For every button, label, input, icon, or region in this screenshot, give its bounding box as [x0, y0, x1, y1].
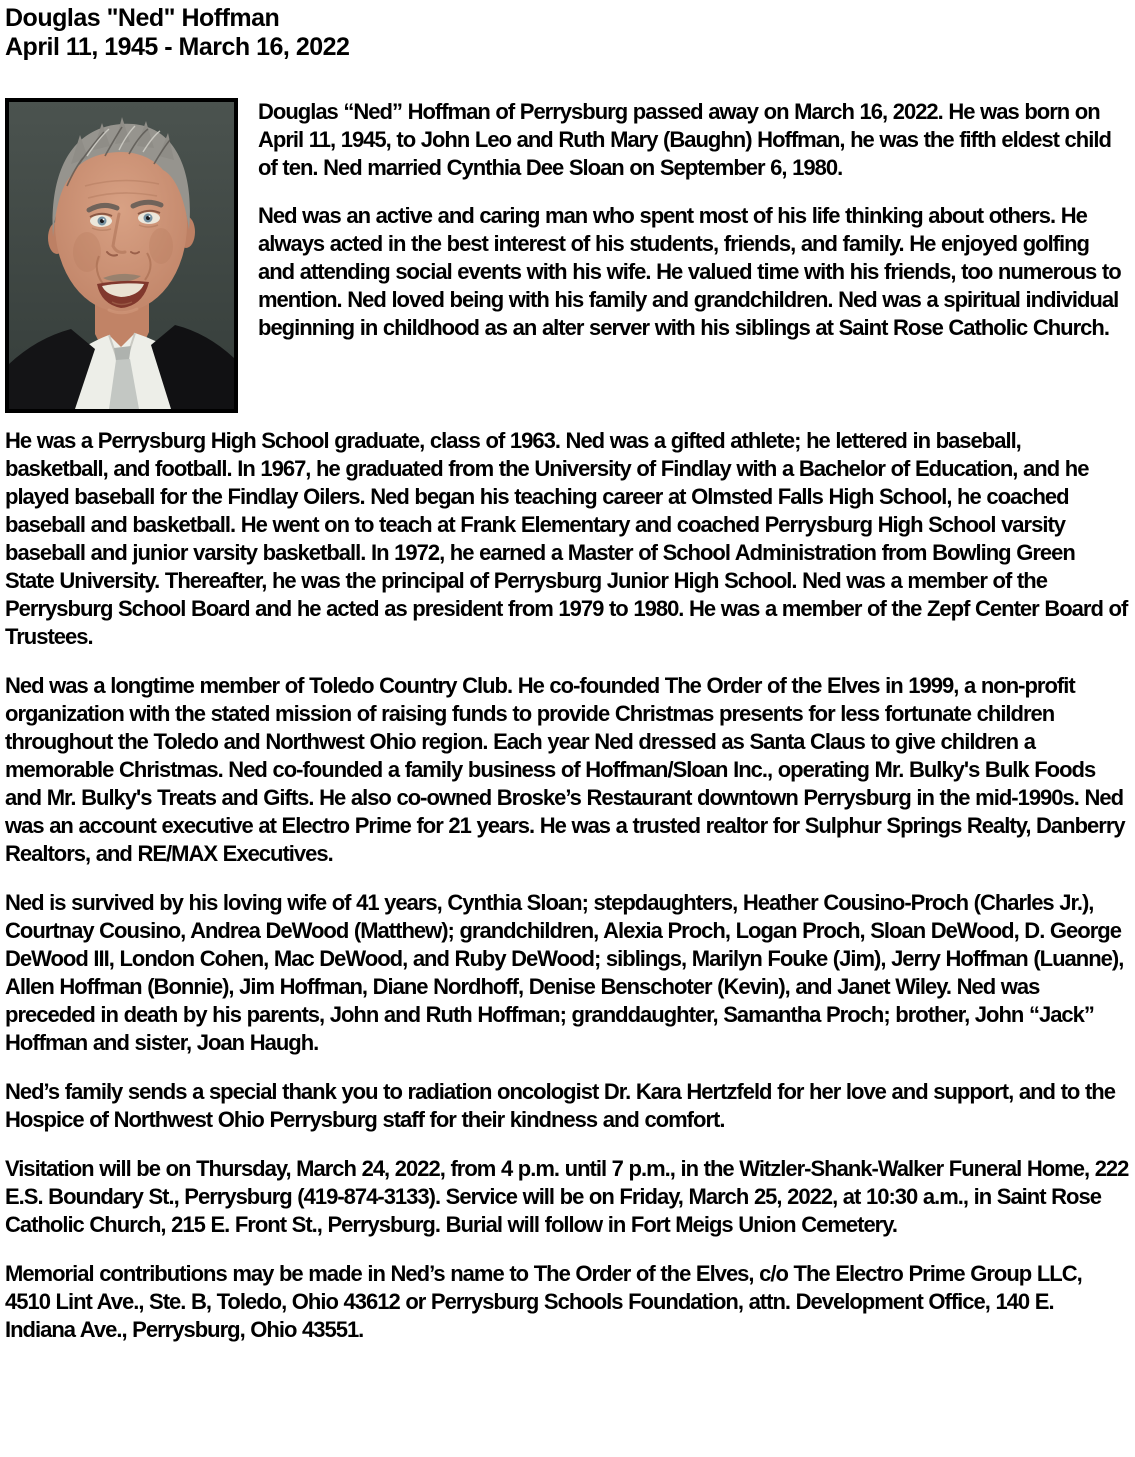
obituary-paragraph: Memorial contributions may be made in Ned’s name to The Order of the Elves, c/o The Electro Prime Group LLC, 4510 Lint Ave., Ste. B, Toledo, Ohio 43612 or Perrysburg Schools Foundation, attn. Development Office, 140 E. Indiana Ave., Perrysburg, Ohio 43551. [5, 1261, 1082, 1342]
intro-text-column [258, 98, 1129, 342]
obituary-paragraph: Ned’s family sends a special thank you to radiation oncologist Dr. Kara Hertzfeld for her love and support, and to the Hospice of Northwest Ohio Perrysburg staff for their kindness and comfort. [5, 1079, 1115, 1132]
body-text-section [5, 427, 1129, 1344]
portrait-photo [5, 98, 238, 413]
obituary-paragraph: Ned was an active and caring man who spent most of his life thinking about others. He always acted in the best interest of his students, friends, and family. He enjoyed golfing and attending social events with his wife. He valued time with his friends, too numerous to mention. Ned loved being with his family and grandchildren. Ned was a spiritual individual beginning in childhood as an alter server with his siblings at Saint Rose Catholic Church. [258, 203, 1121, 340]
top-section [5, 98, 1129, 413]
obituary-paragraph: He was a Perrysburg High School graduate, class of 1963. Ned was a gifted athlete; he lettered in baseball, basketball, and football. In 1967, he graduated from the University of Findlay with a Bachelor of Education, and he played baseball for the Findlay Oilers. Ned began his teaching career at Olmsted Falls High School, he coached baseball and basketball. He went on to teach at Frank Elementary and coached Perrysburg High School varsity baseball and junior varsity basketball. In 1972, he earned a Master of School Administration from Bowling Green State University. Thereafter, he was the principal of Perrysburg Junior High School. Ned was a member of the Perrysburg School Board and he acted as president from 1979 to 1980. He was a member of the Zepf Center Board of Trustees. [5, 428, 1128, 649]
obituary-header [5, 4, 1129, 62]
obituary-paragraph: Ned was a longtime member of Toledo Country Club. He co-founded The Order of the Elves in 1999, a non-profit organization with the stated mission of raising funds to provide Christmas presents for less fortunate children throughout the Toledo and Northwest Ohio region. Each year Ned dressed as Santa Claus to give children a memorable Christmas. Ned co-founded a family business of Hoffman/Sloan Inc., operating Mr. Bulky's Bulk Foods and Mr. Bulky's Treats and Gifts. He also co-owned Broske’s Restaurant downtown Perrysburg in the mid-1990s. Ned was an account executive at Electro Prime for 21 years. He was a trusted realtor for Sulphur Springs Realty, Danberry Realtors, and RE/MAX Executives. [5, 673, 1125, 866]
obituary-paragraph: Ned is survived by his loving wife of 41 years, Cynthia Sloan; stepdaughters, Heather Cousino-Proch (Charles Jr.), Courtnay Cousino, Andrea DeWood (Matthew); grandchildren, Alexia Proch, Logan Proch, Sloan DeWood, D. George DeWood III, London Cohen, Mac DeWood, and Ruby DeWood; siblings, Marilyn Fouke (Jim), Jerry Hoffman (Luanne), Allen Hoffman (Bonnie), Jim Hoffman, Diane Nordhoff, Denise Benschoter (Kevin), and Janet Wiley. Ned was preceded in death by his parents, John and Ruth Hoffman; granddaughter, Samantha Proch; brother, John “Jack” Hoffman and sister, Joan Haugh. [5, 890, 1124, 1055]
obituary-paragraph: Douglas “Ned” Hoffman of Perrysburg passed away on March 16, 2022. He was born on April 11, 1945, to John Leo and Ruth Mary (Baughn) Hoffman, he was the fifth eldest child of ten. Ned married Cynthia Dee Sloan on September 6, 1980. [258, 99, 1111, 180]
life-dates: April 11, 1945 - March 16, 2022 [5, 33, 350, 61]
obituary-paragraph: Visitation will be on Thursday, March 24, 2022, from 4 p.m. until 7 p.m., in the Witzler-Shank-Walker Funeral Home, 222 E.S. Boundary St., Perrysburg (419-874-3133). Service will be on Friday, March 25, 2022, at 10:30 a.m., in Saint Rose Catholic Church, 215 E. Front St., Perrysburg. Burial will follow in Fort Meigs Union Cemetery. [5, 1156, 1129, 1237]
deceased-name: Douglas "Ned" Hoffman [5, 4, 280, 32]
portrait-illustration [9, 102, 234, 409]
